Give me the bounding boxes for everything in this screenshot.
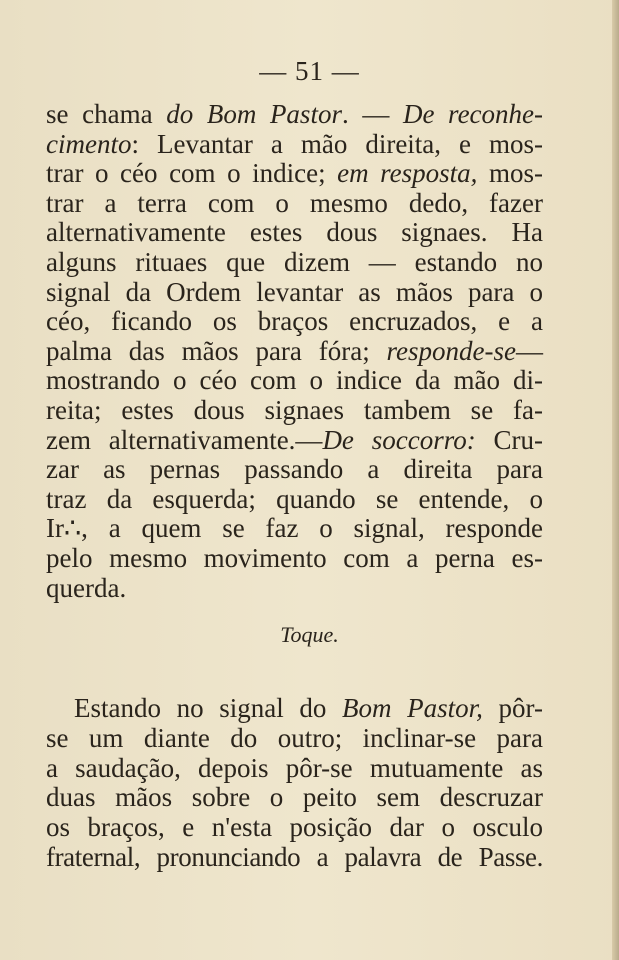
text-run: Estando no signal do [74,693,343,723]
text-line: pelo mesmo movimento com a perna es- [46,542,543,573]
text-run: pôr- [482,693,543,723]
text-run: Cru- [475,424,543,455]
text-run: palma das mãos para fóra; [46,335,387,366]
text-line: alternativamente estes dous signaes. Ha [46,217,543,248]
text-run: : Levantar a mão direita, e mos- [131,128,543,159]
text-line: mostrando o céo com o indice da mão di- [46,365,543,396]
italic-run: Bom Pastor, [342,693,483,723]
paragraph-toque [46,694,543,873]
section-heading: Toque. [280,622,339,647]
text-line [46,100,543,130]
text-line: duas mãos sobre o peito sem descruzar [46,782,543,813]
text-run: zem alternativamente.— [46,424,323,455]
text-line: querda. [46,572,127,603]
text-line: fraternal, pronunciando a palavra de Passe. [46,841,543,872]
text-line: se um diante do outro; inclinar-se para [46,722,543,753]
text-line [46,337,543,367]
paragraph-signals [46,100,543,603]
text-line: traz da esquerda; quando se entende, o [46,483,543,514]
text-line: reita; estes dous signaes tambem se fa- [46,394,543,425]
text-line [46,159,543,189]
text-line: alguns rituaes que dizem — estando no [46,246,543,277]
text-line: zar as pernas passando a direita para [46,454,543,485]
text-run: — [516,335,543,366]
text-line: Ir∴, a quem se faz o signal, responde [46,513,543,544]
italic-run: em resposta, [337,158,478,189]
text-line: céo, ficando os braços encruzados, e a [46,306,543,337]
text-line: os braços, e n'esta posição dar o osculo [46,812,543,843]
text-line: a saudação, depois pôr-se mutuamente as [46,752,543,783]
text-line [46,694,543,724]
page-edge [612,0,619,960]
italic-run: responde-se [386,335,516,366]
italic-run: cimento [46,128,132,159]
italic-run: do Bom Pastor [166,99,342,129]
italic-run: De reconhe- [402,99,544,129]
italic-run: De soccorro: [322,424,476,455]
text-run: . — [341,99,403,129]
text-line: signal da Ordem levantar as mãos para o [46,276,543,307]
text-line [46,130,543,160]
text-run: mos- [477,158,543,189]
text-line [46,426,543,456]
text-line: trar a terra com o mesmo dedo, fazer [46,187,543,218]
text-run: trar o céo com o indice; [46,158,338,189]
page-number: — 51 — [259,56,360,86]
text-run: se chama [46,99,167,129]
